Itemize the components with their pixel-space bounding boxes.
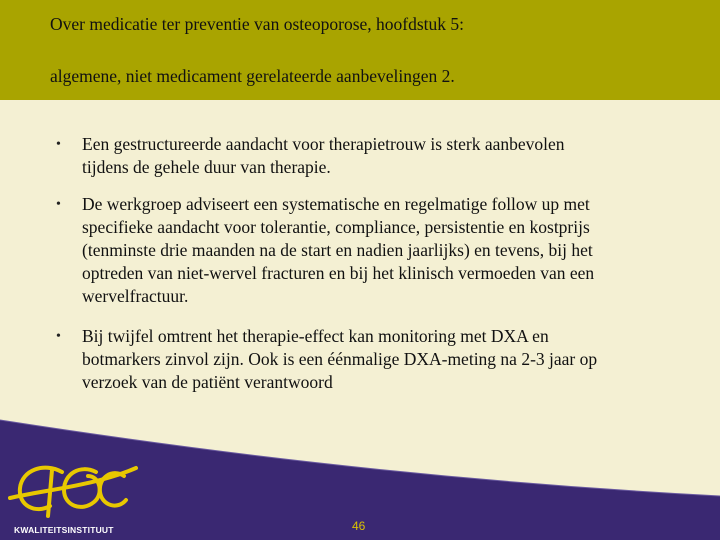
- bullet-text: [82, 325, 682, 394]
- bullet-line: Bij twijfel omtrent het therapie-effect kan monitoring met DXA en: [82, 326, 549, 346]
- bullet-line: specifieke aandacht voor tolerantie, compliance, persistentie en kostprijs: [82, 217, 590, 237]
- bullet-marker: •: [56, 197, 61, 212]
- logo-swirl: [10, 468, 136, 516]
- bullet-line: De werkgroep adviseert een systematische en regelmatige follow up met: [82, 194, 590, 214]
- logo-swirl-2: [48, 470, 52, 516]
- slide-title-line-2: algemene, niet medicament gerelateerde aanbevelingen 2.: [50, 66, 455, 86]
- page-number: 46: [352, 519, 366, 533]
- bullet-text: [82, 193, 682, 308]
- bullet-line: botmarkers zinvol zijn. Ook is een éénmalige DXA-meting na 2-3 jaar op: [82, 349, 598, 369]
- bullet-line: Een gestructureerde aandacht voor therapietrouw is sterk aanbevolen: [82, 134, 565, 154]
- bullet-marker: •: [56, 329, 61, 344]
- slide-title-line-1: Over medicatie ter preventie van osteoporose, hoofdstuk 5:: [50, 14, 465, 34]
- bullet-marker: •: [56, 137, 61, 152]
- bullet-line: verzoek van de patiënt verantwoord: [82, 372, 333, 392]
- bullet-line: tijdens de gehele duur van therapie.: [82, 157, 331, 177]
- bullet-text: [82, 133, 682, 179]
- logo-text: KWALITEITSINSTITUUT: [14, 525, 114, 535]
- bullet-line: (tenminste drie maanden na de start en nadien jaarlijks) en tevens, bij het: [82, 240, 593, 260]
- bullet-line: optreden van niet-wervel fracturen en bij het klinisch vermoeden van een: [82, 263, 595, 283]
- bullet-line: wervelfractuur.: [82, 286, 189, 306]
